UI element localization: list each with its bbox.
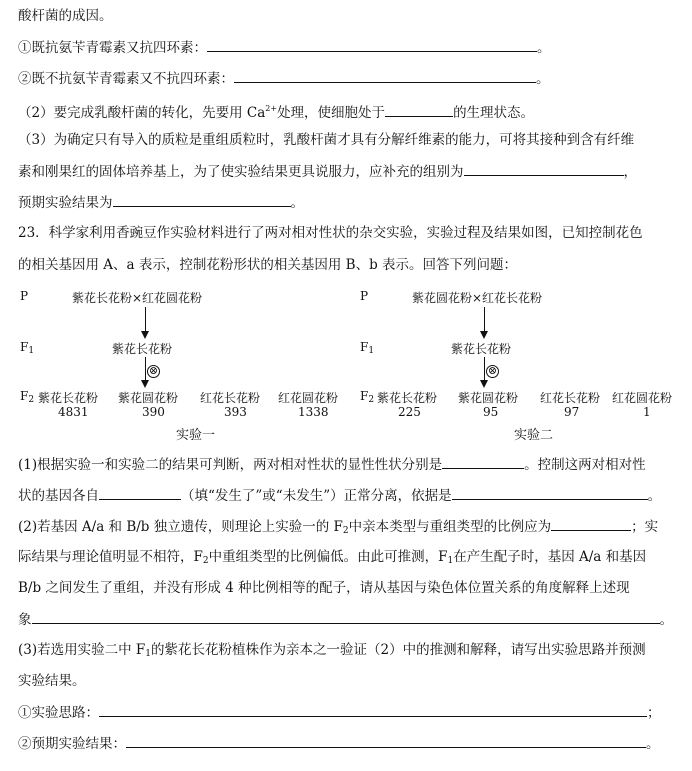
f2-phenotype: 紫花长花粉 bbox=[38, 391, 99, 405]
subquestion-2: (2)若基因 A/a 和 B/b 独立遗传，则理论上实验一的 $F_2$中亲本类型与重组类型的比例应为 ；实 bbox=[18, 519, 659, 536]
subquestion-2: B/b 之间发生了重组，并没有形成 4 种比例相等的配子，请从基因与染色体位置关系的角度解释上述现 bbox=[18, 580, 630, 596]
f2-count: 1338 bbox=[298, 405, 329, 419]
f2-phenotype: 红花圆花粉 bbox=[612, 391, 673, 405]
f2-phenotype: 紫花圆花粉 bbox=[458, 391, 519, 405]
f1-phenotype: 紫花长花粉 bbox=[112, 342, 173, 356]
subquestion-2: 际结果与理论值明显不相符，$F_2$中重组类型的比例偏低。由此可推测，$F_1$在产生配子时，基因 A/a 和基因 bbox=[18, 549, 647, 566]
text-line: ②既不抗氨苄青霉素又不抗四环素： 。 bbox=[18, 71, 550, 87]
subquestion-3: 实验结果。 bbox=[18, 673, 86, 689]
arrowhead bbox=[141, 380, 149, 388]
answer-blank[interactable] bbox=[32, 610, 660, 624]
question-23-stem: 的相关基因用 A、a 表示，控制花粉形状的相关基因用 B、b 表示。回答下列问题： bbox=[18, 257, 518, 273]
answer-blank[interactable] bbox=[207, 38, 537, 52]
answer-blank[interactable] bbox=[99, 703, 647, 717]
experiment-caption: 实验一 bbox=[176, 428, 216, 443]
f1-phenotype: 紫花长花粉 bbox=[451, 342, 512, 356]
text-line: 酸杆菌的成因。 bbox=[18, 8, 113, 24]
arrowhead bbox=[480, 331, 488, 339]
f2-count: 97 bbox=[564, 405, 580, 419]
subquestion-3: ②预期实验结果： 。 bbox=[18, 736, 660, 752]
subquestion-1: (1)根据实验一和实验二的结果可判断，两对相对性状的显性性状分别是 。控制这两对相对性 bbox=[18, 457, 646, 473]
f2-phenotype: 紫花长花粉 bbox=[377, 391, 438, 405]
subquestion-3: ①实验思路： ； bbox=[18, 705, 661, 721]
subquestion-1: 状的基因各自 （填“发生了”或“未发生”）正常分离，依据是 。 bbox=[18, 488, 662, 504]
answer-blank[interactable] bbox=[442, 455, 524, 469]
f2-phenotype: 红花圆花粉 bbox=[278, 391, 339, 405]
selfing-symbol: ⊗ bbox=[148, 364, 159, 377]
f2-phenotype: 红花长花粉 bbox=[540, 391, 601, 405]
answer-blank[interactable] bbox=[452, 486, 648, 500]
selfing-symbol: ⊗ bbox=[487, 364, 498, 377]
p-cross: 紫花圆花粉×红花长花粉 bbox=[412, 291, 543, 305]
text-line: 素和刚果红的固体培养基上，为了使实验结果更具说服力，应补充的组别为 ， bbox=[18, 164, 637, 180]
subquestion-3: (3)若选用实验二中 $F_1$的紫花长花粉植株作为亲本之一验证（2）中的推测和解释，请写出实验思路并预测 bbox=[18, 642, 646, 659]
subquestion-2: 象 。 bbox=[18, 612, 673, 628]
f2-count: 1 bbox=[643, 405, 651, 419]
f2-phenotype: 红花长花粉 bbox=[200, 391, 261, 405]
arrowhead bbox=[480, 380, 488, 388]
answer-blank[interactable] bbox=[99, 486, 181, 500]
answer-blank[interactable] bbox=[464, 162, 624, 176]
text-line: ①既抗氨苄青霉素又抗四环素： 。 bbox=[18, 40, 551, 56]
answer-blank[interactable] bbox=[385, 103, 453, 117]
answer-blank[interactable] bbox=[551, 517, 631, 531]
text-line: （2）要完成乳酸杆菌的转化，先要用 $Ca^{2+}$处理，使细胞处于 的生理状态。 bbox=[18, 104, 535, 121]
answer-blank[interactable] bbox=[126, 734, 646, 748]
f2-count: 225 bbox=[398, 405, 421, 419]
text-line: （3）为确定只有导入的质粒是重组质粒时，乳酸杆菌才具有分解纤维素的能力，可将其接种到含有纤维 bbox=[18, 132, 635, 148]
text-line: 预期实验结果为 。 bbox=[18, 195, 304, 211]
answer-blank[interactable] bbox=[113, 193, 291, 207]
answer-blank[interactable] bbox=[234, 69, 536, 83]
f2-count: 4831 bbox=[58, 405, 89, 419]
p-cross: 紫花长花粉×红花圆花粉 bbox=[72, 291, 203, 305]
arrowhead bbox=[141, 331, 149, 339]
f2-phenotype: 紫花圆花粉 bbox=[118, 391, 179, 405]
question-23-stem: 23．科学家利用香豌豆作实验材料进行了两对相对性状的杂交实验，实验过程及结果如图，已知控制花色 bbox=[18, 225, 643, 241]
f2-count: 390 bbox=[142, 405, 165, 419]
experiment-caption: 实验二 bbox=[514, 428, 554, 443]
f2-count: 95 bbox=[483, 405, 499, 419]
f2-count: 393 bbox=[224, 405, 247, 419]
